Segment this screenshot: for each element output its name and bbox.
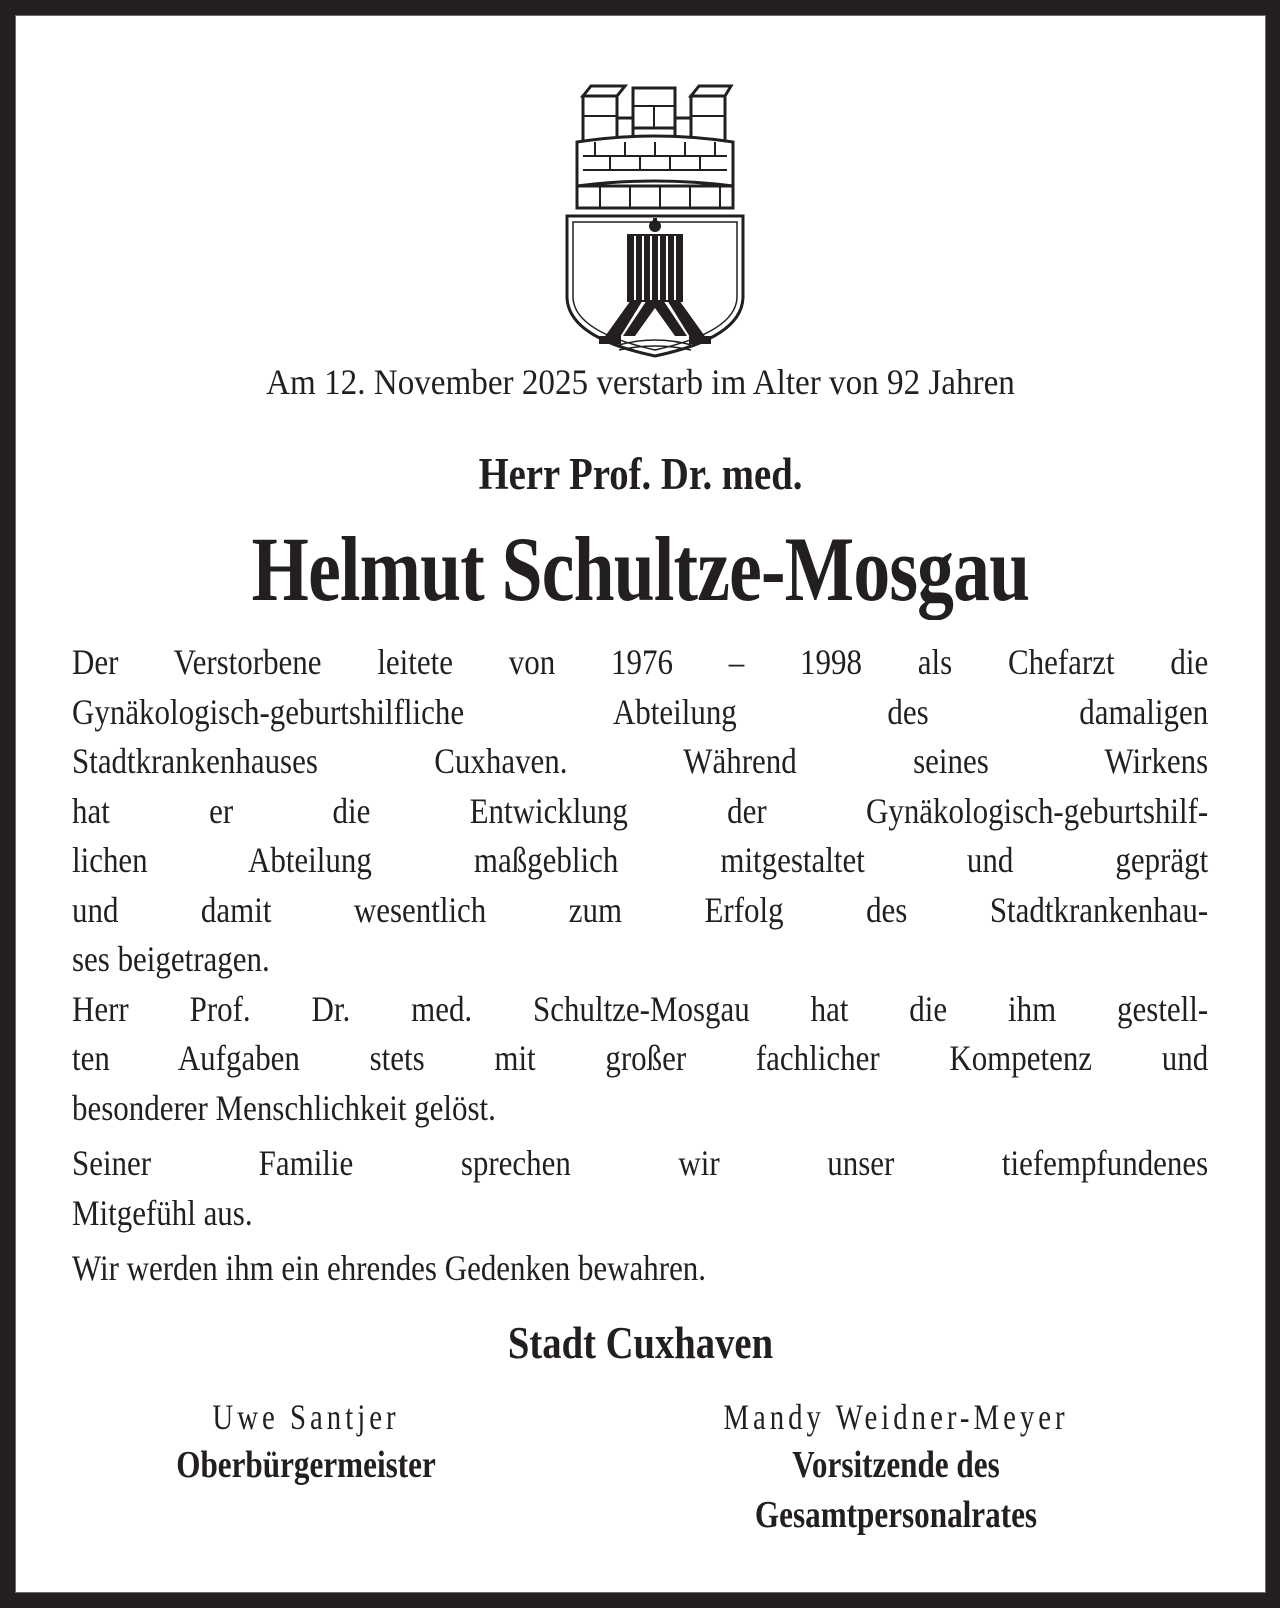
paragraph-tribute (72, 985, 1208, 1134)
signatory-name: Mandy Weidner-Meyer (723, 1397, 1069, 1437)
cuxhaven-coat-of-arms-icon (555, 68, 755, 358)
text-line: Seiner Familie sprechen wir unser tiefempfundenes (72, 1143, 1209, 1183)
paragraph-career (72, 638, 1208, 985)
paragraph-remembrance (72, 1244, 1208, 1294)
signatory-role: Vorsitzende des (792, 1444, 1000, 1486)
text-line: Herr Prof. Dr. med. Schultze-Mosgau hat die ihm gestell- (72, 988, 1209, 1029)
text-line: Der Verstorbene leitete von 1976 – 1998 als Chefarzt die (72, 642, 1209, 682)
text-line: und damit wesentlich zum Erfolg des Stadtkrankenhau- (72, 889, 1209, 930)
text-line: Stadtkrankenhauses Cuxhaven. Während seines Wirkens (72, 741, 1209, 781)
obituary-body (72, 638, 1208, 1294)
signatory-name: Uwe Santjer (212, 1397, 400, 1437)
text-line: ten Aufgaben stets mit großer fachlicher Kompetenz und (72, 1038, 1209, 1078)
text-line: lichen Abteilung maßgeblich mitgestaltet und geprägt (72, 840, 1209, 880)
signatory-role: Oberbürgermeister (176, 1444, 436, 1486)
signatory-mayor (106, 1394, 506, 1490)
signatory-staff-council (656, 1394, 1136, 1540)
organization-name: Stadt Cuxhaven (507, 1317, 774, 1368)
text-line: hat er die Entwicklung der Gynäkologisch-geburtshilf- (72, 790, 1209, 831)
text-line: besonderer Menschlichkeit gelöst. (72, 1087, 496, 1128)
text-line: Mitgefühl aus. (72, 1192, 253, 1233)
death-announcement: Am 12. November 2025 verstarb im Alter von 92 Jahren (266, 362, 1015, 402)
deceased-title: Herr Prof. Dr. med. (478, 449, 803, 499)
text-line: Gynäkologisch-geburtshilfliche Abteilung des damaligen (72, 691, 1209, 732)
text-line: ses beigetragen. (72, 939, 270, 979)
deceased-name: Helmut Schultze-Mosgau (251, 518, 1030, 620)
obituary-notice (16, 16, 1265, 1592)
text-line: Wir werden ihm ein ehrendes Gedenken bewahren. (72, 1248, 707, 1288)
paragraph-condolence (72, 1139, 1208, 1238)
signatory-role: Gesamtpersonalrates (754, 1494, 1038, 1536)
